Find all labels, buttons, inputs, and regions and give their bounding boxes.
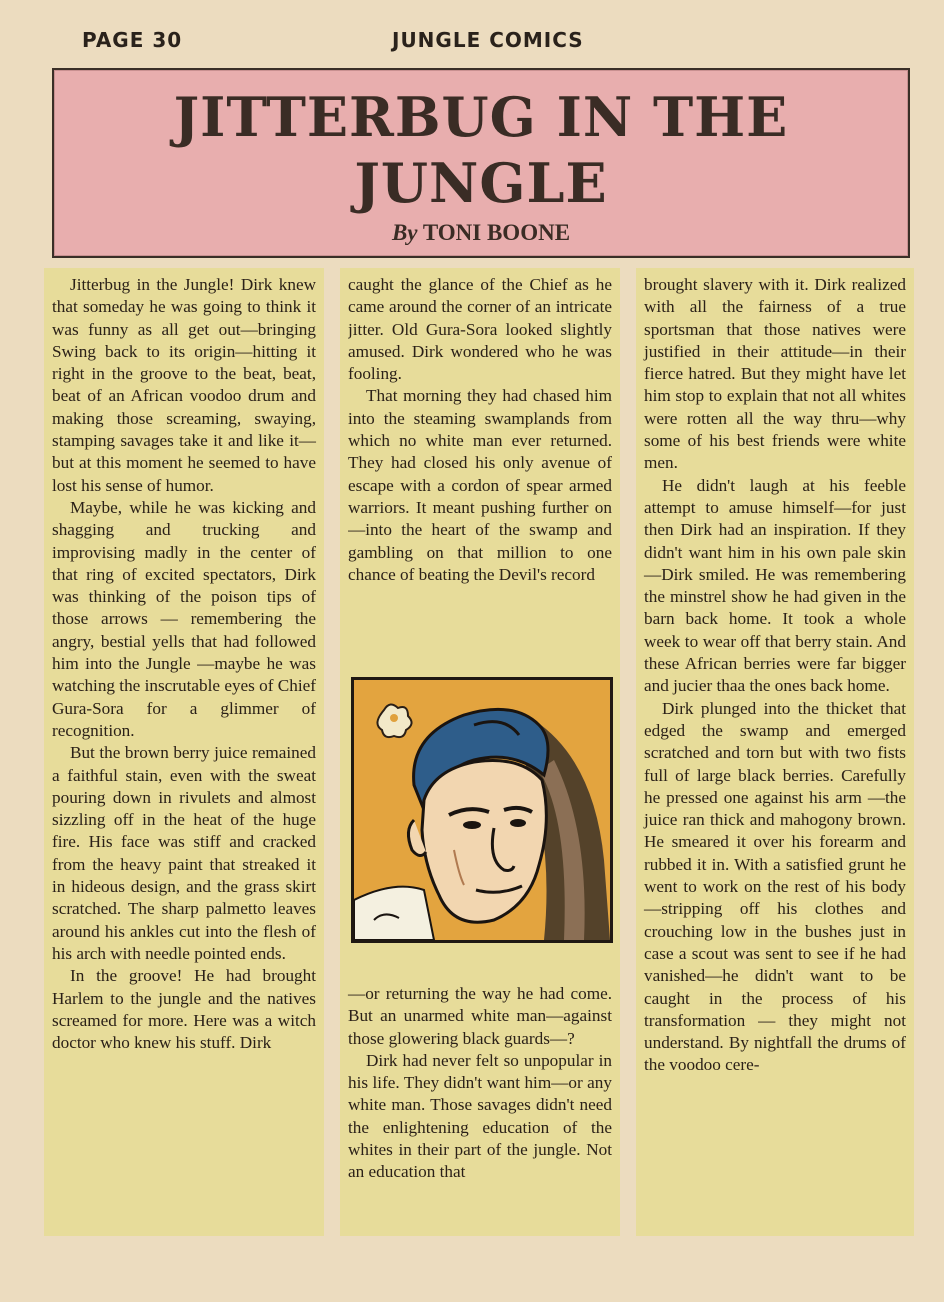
paragraph: Maybe, while he was kicking and shagging and trucking and improvising madly in the center of that ring of excited spectators, Dirk was thinking of the poison tips of those arrows — remembering the angry, bestial yells that had followed him into the Jungle —maybe he was watching the inscrutable eyes of Chief Gura-Sora for a glimmer of recognition. [52, 497, 316, 740]
story-title-box [52, 68, 910, 258]
page-number: PAGE 30 [82, 28, 183, 52]
story-title [54, 84, 908, 216]
hero-portrait-icon [354, 680, 610, 940]
paragraph: Dirk plunged into the thicket that edged the swamp and emerged scratched and torn but with two fists full of large black berries. Carefully he pressed one against his arm —the juice ran thick and mahogony brown. He smeared it over his forearm and rubbed it in. With a satisfied grunt he went to work on the rest of his body—stripping off his clothes and crouching low in the bushes just in case a scout was sent to see if he had vanished—he didn't want to be caught in the process of his transformation — they might not understand. By nightfall the drums of the voodoo cere- [644, 698, 906, 1075]
paragraph: He didn't laugh at his feeble attempt to amuse himself—for just then Dirk had an inspiration. If they didn't want him in his own pale skin —Dirk smiled. He was remembering the minstrel show he had given in the barn back home. It took a whole week to wear off that berry stain. And these African berries were far bigger and jucier thaa the ones back home. [644, 475, 906, 696]
comic-panel-illustration [351, 677, 613, 943]
magazine-title: JUNGLE COMICS [392, 28, 584, 52]
text-column-1 [44, 268, 324, 1236]
story-title-line-2: JUNGLE [354, 151, 608, 215]
story-title-line-1: JITTERBUG IN THE [173, 85, 789, 149]
paragraph: brought slavery with it. Dirk realized with all the fairness of a true sportsman that those natives were justified in their attitude—in their fierce hatred. But they might have let him stop to explain that not all whites were rotten all the way thru—why some of his best friends were white men. [644, 275, 906, 473]
byline [54, 220, 908, 246]
column-2-top-text [348, 274, 612, 669]
paragraph: In the groove! He had brought Harlem to the jungle and the natives screamed for more. Here was a witch doctor who knew his stuff. Dirk [52, 966, 316, 1053]
text-column-3 [636, 268, 914, 1236]
paragraph: Dirk had never felt so unpopular in his life. They didn't want him—or any white man. Those savages didn't need the enlightening education of the whites in their part of the jungle. Not an education that [348, 1050, 612, 1182]
byline-by: By [391, 220, 418, 245]
paragraph: That morning they had chased him into the steaming swamplands from which no white man ever returned. They had closed his only avenue of escape with a cordon of spear armed warriors. It meant pushing further on—into the heart of the swamp and gambling on that million to one chance of beating the Devil's record [348, 386, 612, 584]
column-2-bottom-text [348, 983, 612, 1184]
paragraph: Jitterbug in the Jungle! Dirk knew that someday he was going to think it was funny as all get out—bringing Swing back to its origin—hitting it right in the groove to the beat, beat, beat of an African voodoo drum and making those screaming, swaying, stamping savages take it and like it—but at this moment he seemed to have lost his sense of humor. [52, 275, 316, 495]
author-name: TONI BOONE [422, 220, 571, 245]
paragraph: But the brown berry juice remained a faithful stain, even with the sweat pouring down in rivulets and almost sizzling off in the heat of the huge fire. His face was stiff and cracked from the heavy paint that streaked it in hideous design, and the grass skirt scratched. The sharp palmetto leaves around his ankles cut into the flesh of his arch with needle pointed ends. [52, 743, 316, 963]
text-column-2 [340, 268, 620, 1236]
paragraph: caught the glance of the Chief as he came around the corner of an intricate jitter. Old Gura-Sora looked slightly amused. Dirk wondered who he was fooling. [348, 275, 612, 384]
paragraph: —or returning the way he had come. But an unarmed white man—against those glowering black guards—? [348, 984, 612, 1048]
